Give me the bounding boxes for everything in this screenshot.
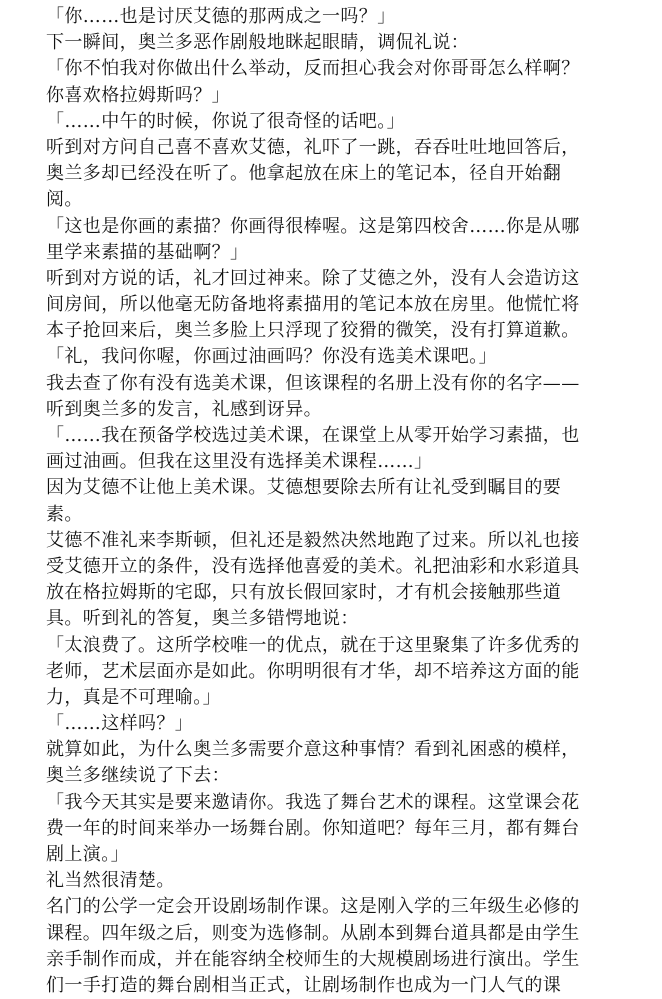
text-line: 下一瞬间，奥兰多恶作剧般地眯起眼睛，调侃礼说： [46, 32, 470, 54]
text-line: 素。 [46, 503, 83, 525]
text-line: 本子抢回来后，奥兰多脸上只浮现了狡猾的微笑，没有打算道歉。 [46, 320, 580, 342]
text-line: 「太浪费了。这所学校唯一的优点，就在于这里聚集了许多优秀的 [46, 634, 580, 656]
text-line: 「你……也是讨厌艾德的那两成之一吗？」 [46, 6, 396, 27]
text-line: 听到奥兰多的发言，礼感到讶异。 [46, 398, 322, 420]
text-line: 奥兰多却已经没在听了。他拿起放在床上的笔记本，径自开始翻 [46, 163, 562, 185]
text-line: 礼当然很清楚。 [46, 870, 175, 892]
text-line: 阅。 [46, 189, 83, 211]
text-line: 「我今天其实是要来邀请你。我选了舞台艺术的课程。这堂课会花 [46, 791, 580, 813]
text-line: 你喜欢格拉姆斯吗？」 [46, 84, 230, 106]
text-line: 「……中午的时候，你说了很奇怪的话吧。」 [46, 110, 405, 132]
text-line: 奥兰多继续说了下去： [46, 765, 230, 787]
text-line: 亲手制作而成，并在能容纳全校师生的大规模剧场进行演出。学生 [46, 948, 580, 970]
text-line: 力，真是不可理喻。」 [46, 686, 221, 708]
text-line: 听到对方说的话，礼才回过神来。除了艾德之外，没有人会造访这 [46, 267, 580, 289]
text-line: 「这也是你画的素描？你画得很棒喔。这是第四校舍……你是从哪 [46, 215, 580, 237]
text-line: 「礼，我问你喔，你画过油画吗？你没有选美术课吧。」 [46, 346, 497, 368]
text-line: 课程。四年级之后，则变为选修制。从剧本到舞台道具都是由学生 [46, 922, 580, 944]
text-line: 因为艾德不让他上美术课。艾德想要除去所有让礼受到瞩目的要 [46, 477, 562, 499]
text-line: 费一年的时间来举办一场舞台剧。你知道吧？每年三月，都有舞台 [46, 817, 580, 839]
text-line: 间房间，所以他毫无防备地将素描用的笔记本放在房里。他慌忙将 [46, 294, 580, 316]
text-line: 们一手打造的舞台剧相当正式，让剧场制作也成为一门人气的课 [46, 974, 562, 996]
text-line: 里学来素描的基础啊？」 [46, 241, 249, 263]
text-line: 名门的公学一定会开设剧场制作课。这是刚入学的三年级生必修的 [46, 896, 580, 918]
text-line: 画过油画。但我在这里没有选择美术课程……」 [46, 451, 433, 473]
text-line: 老师，艺术层面亦是如此。你明明很有才华，却不培养这方面的能 [46, 660, 580, 682]
text-line: 艾德不准礼来李斯顿，但礼还是毅然决然地跑了过来。所以礼也接 [46, 529, 580, 551]
text-line: 我去查了你有没有选美术课，但该课程的名册上没有你的名字—— [46, 372, 580, 394]
text-line: 受艾德开立的条件，没有选择他喜爱的美术。礼把油彩和水彩道具 [46, 555, 580, 577]
text-line: 听到对方问自己喜不喜欢艾德，礼吓了一跳，吞吞吐吐地回答后， [46, 136, 580, 158]
text-line: 放在格拉姆斯的宅邸，只有放长假回家时，才有机会接触那些道 [46, 582, 562, 604]
text-line: 「……我在预备学校选过美术课，在课堂上从零开始学习素描，也 [46, 425, 580, 446]
text-line: 「你不怕我对你做出什么举动，反而担心我会对你哥哥怎么样啊？ [46, 58, 580, 80]
text-line: 剧上演。」 [46, 844, 129, 865]
text-line: 具。听到礼的答复，奥兰多错愕地说： [46, 608, 359, 630]
text-line: 「……这样吗？」 [46, 713, 194, 735]
text-line: 就算如此，为什么奥兰多需要介意这种事情？看到礼困惑的模样， [46, 739, 580, 761]
